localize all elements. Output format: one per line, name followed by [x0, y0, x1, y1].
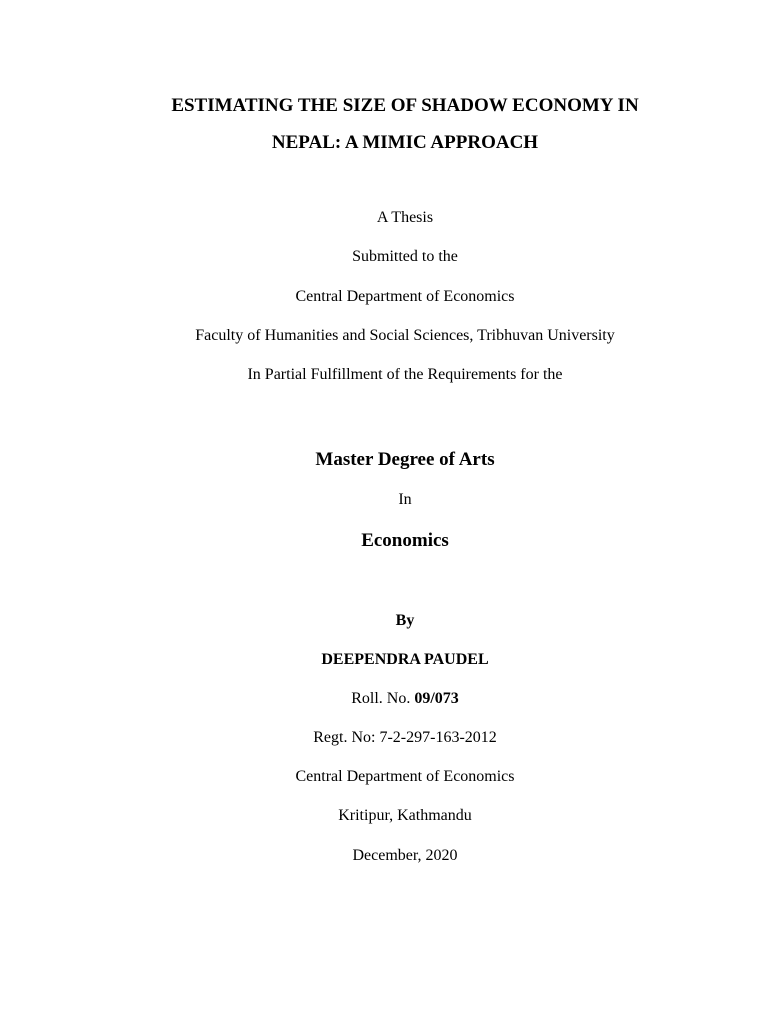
by-label: By	[395, 612, 415, 629]
fulfillment-text: In Partial Fulfillment of the Requirements for the	[247, 366, 563, 383]
degree-in-text: In	[398, 491, 412, 508]
degree-subject: Economics	[361, 530, 449, 551]
author-name: DEEPENDRA PAUDEL	[321, 651, 489, 668]
department-text: Central Department of Economics	[295, 288, 515, 305]
location-text: Kritipur, Kathmandu	[338, 807, 472, 824]
thesis-title-line-1: ESTIMATING THE SIZE OF SHADOW ECONOMY IN	[171, 95, 639, 116]
registration-number: Regt. No: 7-2-297-163-2012	[313, 729, 497, 746]
faculty-text: Faculty of Humanities and Social Sciences, Tribhuvan University	[195, 327, 615, 344]
thesis-title-line-2: NEPAL: A MIMIC APPROACH	[271, 132, 539, 153]
thesis-label: A Thesis	[376, 209, 434, 226]
roll-number-value: 09/073	[414, 690, 459, 707]
author-department: Central Department of Economics	[295, 768, 515, 785]
roll-number-label: Roll. No.	[351, 690, 415, 707]
submission-date: December, 2020	[352, 847, 458, 864]
roll-number-line	[0, 691, 768, 707]
submitted-to-text: Submitted to the	[352, 248, 458, 265]
degree-name: Master Degree of Arts	[315, 449, 495, 470]
